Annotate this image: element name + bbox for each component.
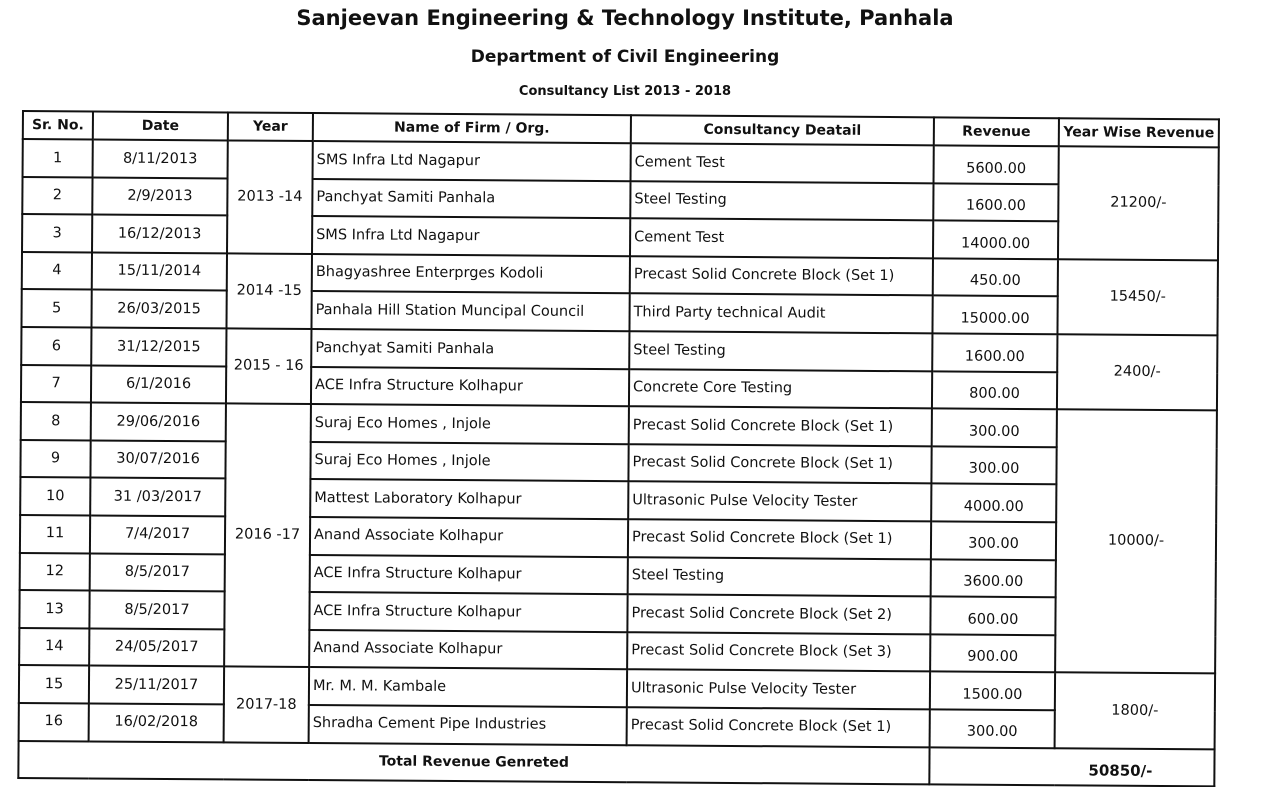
year-cell: 2016 -17 [224,404,311,668]
revenue-cell: 1600.00 [932,333,1057,371]
sr-cell: 2 [22,177,92,215]
date-cell: 16/02/2018 [89,703,224,742]
firm-cell: ACE Infra Structure Kolhapur [310,555,628,595]
revenue-cell: 3600.00 [931,559,1056,597]
sr-cell: 6 [21,327,91,365]
sr-cell: 9 [20,440,90,478]
firm-cell: Anand Associate Kolhapur [309,630,627,670]
sr-cell: 10 [20,477,90,515]
year-cell: 2015 - 16 [226,328,312,404]
sr-cell: 3 [22,214,92,252]
firm-cell: ACE Infra Structure Kolhapur [309,592,627,632]
date-cell: 8/11/2013 [93,139,228,178]
firm-cell: Panchyat Samiti Panhala [312,179,630,219]
date-cell: 25/11/2017 [89,666,224,705]
date-cell: 15/11/2014 [92,252,227,291]
revenue-cell: 4000.00 [931,484,1056,522]
detail-cell: Third Party technical Audit [629,294,932,334]
sr-cell: 14 [19,628,89,666]
detail-cell: Cement Test [630,218,933,258]
firm-cell: Shradha Cement Pipe Industries [309,705,627,745]
year-wise-cell: 10000/- [1055,409,1217,673]
detail-cell: Ultrasonic Pulse Velocity Tester [627,670,930,710]
col-header-year: Year [228,112,313,141]
institute-title: Sanjeevan Engineering & Technology Institute, Panhala [296,6,954,30]
firm-cell: Mr. M. M. Kambale [309,667,627,707]
revenue-cell: 300.00 [931,521,1056,559]
date-cell: 16/12/2013 [92,215,227,254]
consultancy-table [17,110,1220,787]
year-wise-cell: 15450/- [1057,259,1218,335]
list-title: Consultancy List 2013 - 2018 [518,84,732,99]
col-header-revenue: Revenue [934,117,1059,146]
detail-cell: Precast Solid Concrete Block (Set 1) [629,406,932,446]
detail-cell: Steel Testing [628,557,931,597]
detail-cell: Cement Test [631,143,934,183]
date-cell: 30/07/2016 [90,440,225,479]
revenue-cell: 300.00 [932,409,1057,447]
department-title: Department of Civil Engineering [470,47,780,67]
firm-cell: SMS Infra Ltd Nagapur [312,216,630,256]
year-cell: 2013 -14 [227,140,313,253]
year-cell: 2017-18 [224,667,310,743]
col-header-detail: Consultancy Deatail [631,115,934,145]
sr-cell: 12 [20,553,90,591]
year-wise-cell: 1800/- [1055,673,1216,749]
firm-cell: SMS Infra Ltd Nagapur [313,141,631,181]
detail-cell: Concrete Core Testing [629,369,932,409]
revenue-cell: 14000.00 [933,221,1058,259]
detail-cell: Precast Solid Concrete Block (Set 2) [627,594,930,634]
revenue-cell: 300.00 [930,709,1055,747]
revenue-cell: 450.00 [933,258,1058,296]
date-cell: 31/12/2015 [91,327,226,366]
detail-cell: Precast Solid Concrete Block (Set 1) [628,519,931,559]
detail-cell: Precast Solid Concrete Block (Set 1) [627,707,930,747]
year-wise-cell: 21200/- [1058,146,1219,260]
sr-cell: 8 [21,402,91,440]
firm-cell: Suraj Eco Homes , Injole [311,404,629,444]
total-row [18,740,1214,786]
total-value: 50850/- [929,747,1214,787]
sr-cell: 15 [19,665,89,703]
revenue-cell: 1600.00 [933,183,1058,221]
sr-cell: 11 [20,515,90,553]
detail-cell: Ultrasonic Pulse Velocity Tester [628,482,931,522]
revenue-cell: 800.00 [932,371,1057,409]
firm-cell: ACE Infra Structure Kolhapur [311,367,629,407]
firm-cell: Panchyat Samiti Panhala [311,329,629,369]
firm-cell: Bhagyashree Enterprges Kodoli [312,254,630,294]
detail-cell: Steel Testing [629,331,932,371]
date-cell: 24/05/2017 [89,628,224,667]
firm-cell: Mattest Laboratory Kolhapur [310,479,628,519]
sr-cell: 7 [21,365,91,403]
firm-cell: Anand Associate Kolhapur [310,517,628,557]
col-header-firm: Name of Firm / Org. [313,113,631,143]
revenue-cell: 900.00 [930,634,1055,672]
revenue-cell: 15000.00 [932,296,1057,334]
revenue-cell: 1500.00 [930,672,1055,710]
sr-cell: 4 [22,252,92,290]
firm-cell: Suraj Eco Homes , Injole [310,442,628,482]
total-label: Total Revenue Genreted [18,740,929,784]
date-cell: 7/4/2017 [90,515,225,554]
date-cell: 31 /03/2017 [90,478,225,517]
col-header-sr: Sr. No. [23,111,93,139]
date-cell: 2/9/2013 [92,177,227,216]
col-header-year-wise: Year Wise Revenue [1059,118,1219,147]
revenue-cell: 600.00 [930,596,1055,634]
sr-cell: 16 [19,703,89,741]
detail-cell: Precast Solid Concrete Block (Set 3) [627,632,930,672]
year-wise-cell: 2400/- [1057,334,1218,410]
detail-cell: Precast Solid Concrete Block (Set 1) [628,444,931,484]
col-header-date: Date [93,111,228,140]
date-cell: 6/1/2016 [91,365,226,404]
sr-cell: 13 [19,590,89,628]
year-cell: 2014 -15 [226,253,312,329]
revenue-cell: 5600.00 [934,145,1059,183]
sr-cell: 5 [21,289,91,327]
date-cell: 26/03/2015 [91,290,226,329]
date-cell: 29/06/2016 [91,403,226,442]
date-cell: 8/5/2017 [90,553,225,592]
firm-cell: Panhala Hill Station Muncipal Council [311,291,629,331]
detail-cell: Steel Testing [630,181,933,221]
detail-cell: Precast Solid Concrete Block (Set 1) [630,256,933,296]
revenue-cell: 300.00 [931,446,1056,484]
date-cell: 8/5/2017 [89,591,224,630]
sr-cell: 1 [23,139,93,177]
